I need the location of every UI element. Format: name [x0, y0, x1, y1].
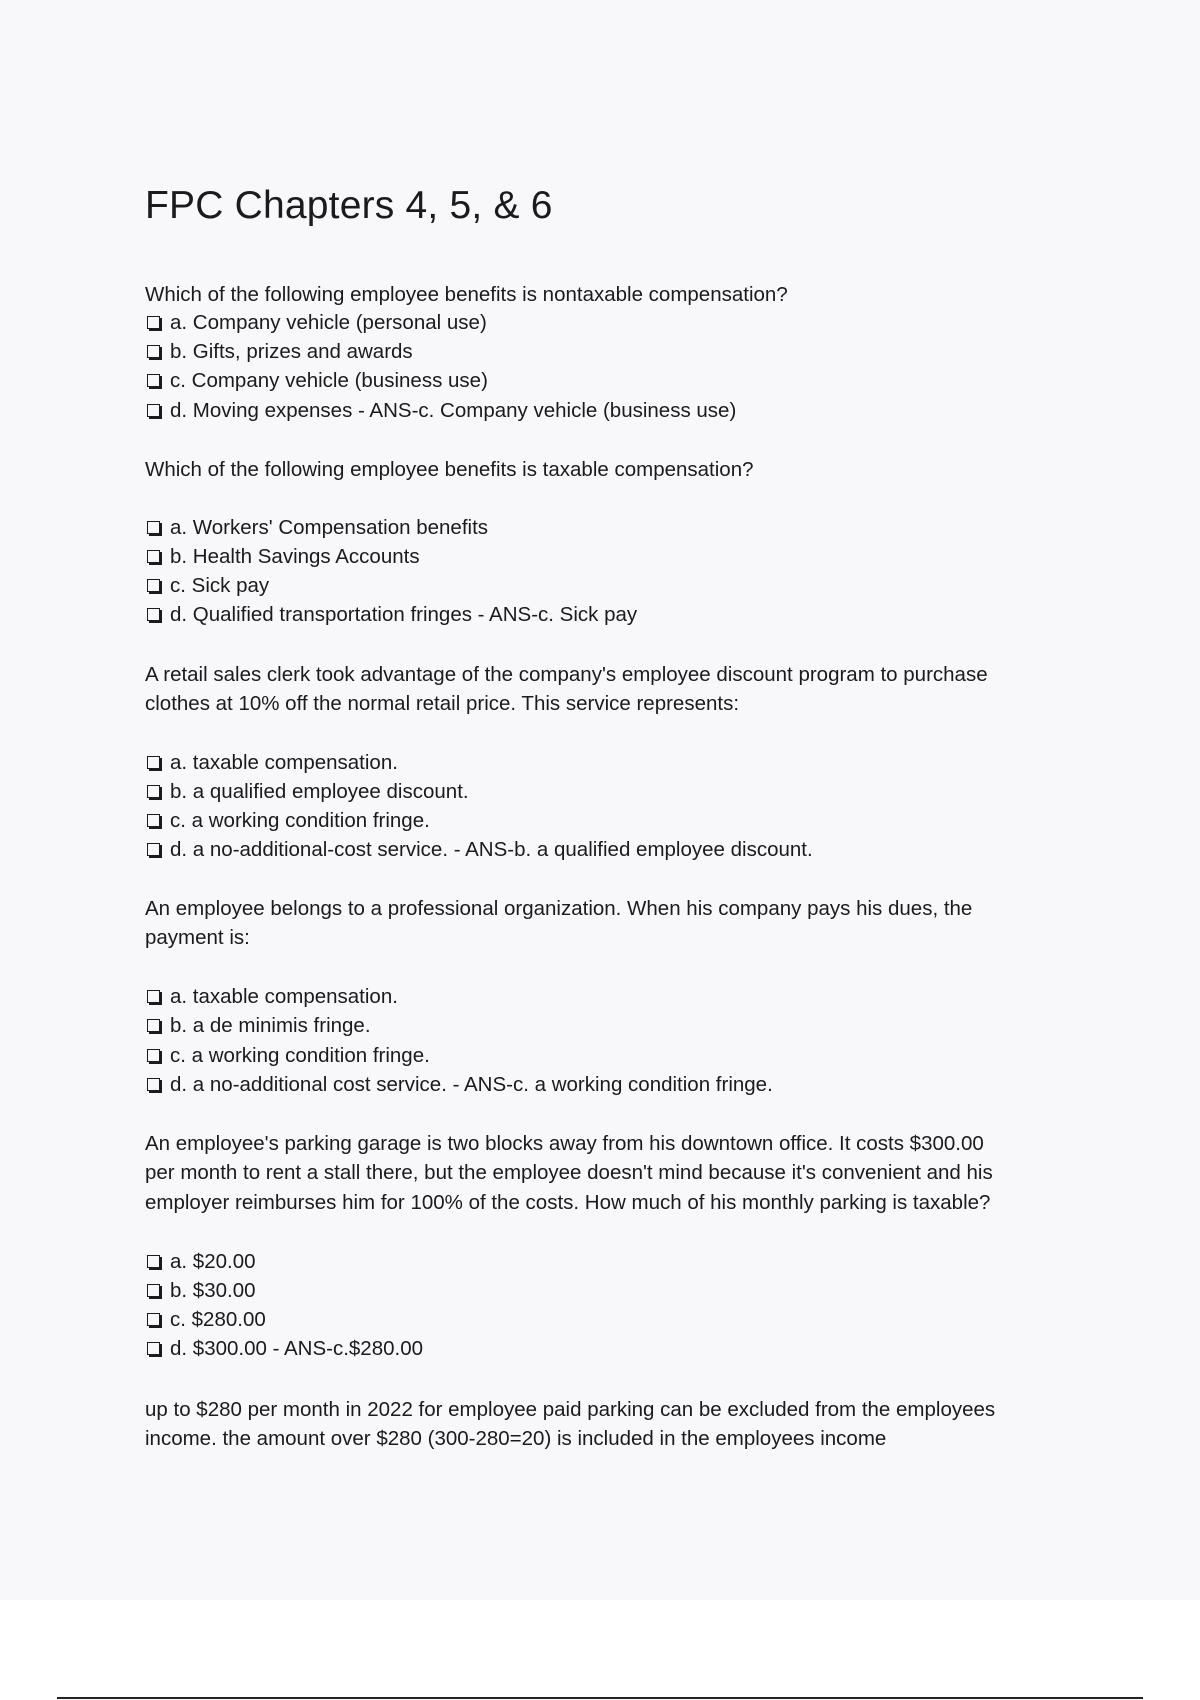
option-item: a. Workers' Compensation benefits — [145, 513, 488, 542]
option-item: c. Company vehicle (business use) — [145, 366, 488, 395]
checkbox-icon — [147, 550, 160, 563]
checkbox-icon — [147, 1284, 160, 1297]
checkbox-icon — [147, 1313, 160, 1326]
explanation-line: income. the amount over $280 (300-280=20) is included in the employees income — [145, 1427, 887, 1450]
option-item: b. Gifts, prizes and awards — [145, 337, 413, 366]
checkbox-icon — [147, 990, 160, 1003]
checkbox-icon — [147, 1078, 160, 1091]
option-item: a. taxable compensation. — [145, 982, 398, 1011]
checkbox-icon — [147, 785, 160, 798]
question-prompt: Which of the following employee benefits is nontaxable compensation? — [145, 283, 788, 306]
checkbox-icon — [147, 608, 160, 621]
question-prompt: A retail sales clerk took advantage of the company's employee discount program to purchase — [145, 663, 988, 686]
question-prompt: employer reimburses him for 100% of the costs. How much of his monthly parking is taxable? — [145, 1191, 991, 1214]
checkbox-icon — [147, 316, 160, 329]
option-item: c. a working condition fringe. — [145, 1041, 430, 1070]
checkbox-icon — [147, 404, 160, 417]
question-prompt: An employee's parking garage is two blocks away from his downtown office. It costs $300.00 — [145, 1132, 984, 1155]
option-item: b. a qualified employee discount. — [145, 777, 469, 806]
option-item: d. Qualified transportation fringes - ANS-c. Sick pay — [145, 600, 637, 629]
checkbox-icon — [147, 1255, 160, 1268]
option-item: b. $30.00 — [145, 1276, 256, 1305]
footer-divider — [57, 1697, 1143, 1699]
option-item: a. Company vehicle (personal use) — [145, 308, 487, 337]
option-item: d. a no-additional cost service. - ANS-c. a working condition fringe. — [145, 1070, 773, 1099]
checkbox-icon — [147, 843, 160, 856]
option-item: b. a de minimis fringe. — [145, 1011, 371, 1040]
question-prompt: Which of the following employee benefits is taxable compensation? — [145, 458, 754, 481]
option-item: a. $20.00 — [145, 1247, 256, 1276]
option-item: b. Health Savings Accounts — [145, 542, 420, 571]
question-prompt: per month to rent a stall there, but the employee doesn't mind because it's convenient and his — [145, 1161, 993, 1184]
question-prompt: payment is: — [145, 926, 250, 949]
checkbox-icon — [147, 345, 160, 358]
checkbox-icon — [147, 1342, 160, 1355]
checkbox-icon — [147, 1019, 160, 1032]
checkbox-icon — [147, 374, 160, 387]
question-prompt: clothes at 10% off the normal retail price. This service represents: — [145, 692, 740, 715]
checkbox-icon — [147, 814, 160, 827]
option-item: d. $300.00 - ANS-c.$280.00 — [145, 1334, 423, 1363]
document-title: FPC Chapters 4, 5, & 6 — [145, 184, 553, 227]
checkbox-icon — [147, 579, 160, 592]
option-item: c. $280.00 — [145, 1305, 266, 1334]
option-item: d. a no-additional-cost service. - ANS-b. a qualified employee discount. — [145, 835, 813, 864]
option-item: a. taxable compensation. — [145, 748, 398, 777]
option-item: d. Moving expenses - ANS-c. Company vehicle (business use) — [145, 396, 736, 425]
checkbox-icon — [147, 1049, 160, 1062]
explanation-line: up to $280 per month in 2022 for employee paid parking can be excluded from the employees — [145, 1398, 996, 1421]
option-item: c. a working condition fringe. — [145, 806, 430, 835]
option-item: c. Sick pay — [145, 571, 269, 600]
checkbox-icon — [147, 756, 160, 769]
question-prompt: An employee belongs to a professional organization. When his company pays his dues, the — [145, 897, 973, 920]
checkbox-icon — [147, 521, 160, 534]
